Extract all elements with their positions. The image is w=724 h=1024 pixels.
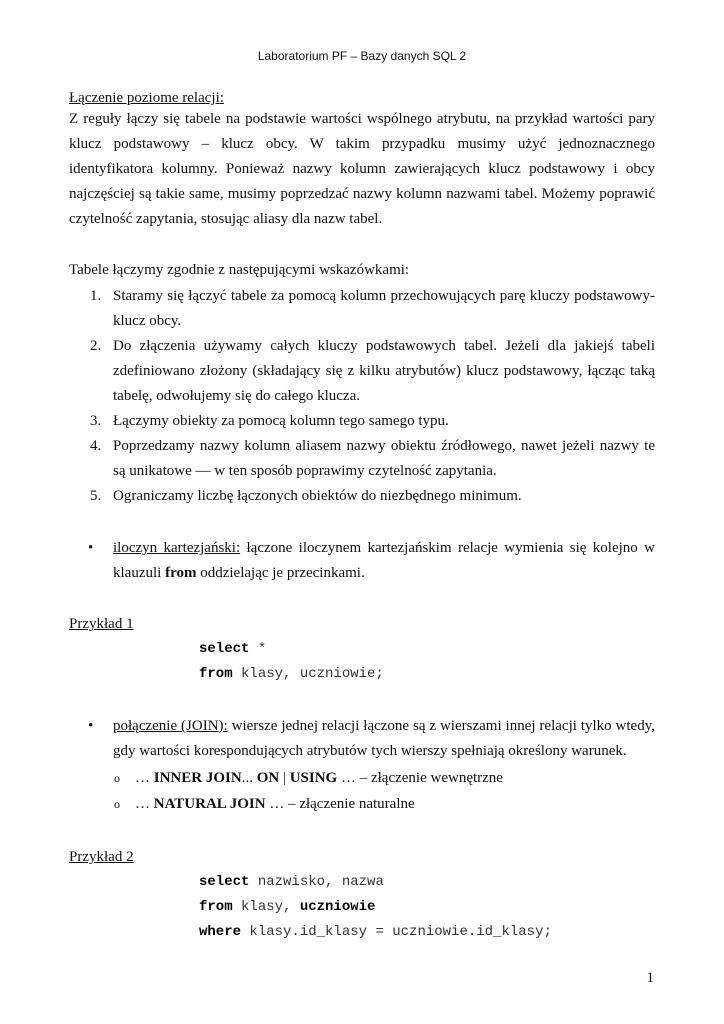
sql-text: klasy, uczniowie;	[232, 666, 384, 682]
example2-title: Przykład 2	[69, 849, 134, 865]
sql-keyword: where	[199, 924, 242, 940]
subitem-keyword: USING	[289, 770, 338, 786]
sql-keyword: select	[199, 641, 250, 657]
subitem-text: … – złączenie naturalne	[265, 796, 415, 812]
page-header: Laboratorium PF – Bazy danych SQL 2	[257, 49, 467, 63]
join-subitem	[135, 792, 415, 817]
example1-code-line	[199, 637, 266, 662]
subitem-keyword: INNER JOIN	[153, 770, 242, 786]
sql-text: klasy,	[232, 899, 300, 915]
list-item: Poprzedzamy nazwy kolumn aliasem nazwy obiektu źródłowego, nawet jeżeli nazwy te są unikatowe — w ten sposób poprawimy czytelność zapytania.	[113, 438, 655, 479]
bullet-text: łączone iloczynem kartezjańskim relacje wymienia się kolejno w klauzuli	[113, 540, 655, 581]
bullet-icon: •	[88, 718, 94, 734]
bullet-icon: •	[88, 540, 94, 556]
subitem-text: ...	[241, 770, 257, 786]
example2-code-line	[199, 920, 552, 945]
list-number: 3.	[90, 413, 102, 429]
sql-keyword: from	[199, 666, 233, 682]
list-number: 4.	[90, 438, 102, 454]
list-item: Do złączenia używamy całych kluczy podstawowych tabel. Jeżeli dla jakiejś tabeli zdefiniowano złożony (składający się z kilku atrybutów) klucz podstawowy, łącząc taką tabelę, odwołujemy się do całego klucza.	[113, 338, 655, 404]
circle-bullet-icon: o	[114, 797, 120, 811]
subitem-keyword: ON	[256, 770, 280, 786]
intro-paragraph: Z reguły łączy się tabele na podstawie wartości wspólnego atrybutu, na przykład wartości pary klucz podstawowy – klucz obcy. W takim przypadku musimy użyć jednoznacznego identyfikatora kolumny. Ponieważ nazwy kolumn zawierających klucz podstawowy i obcy najczęściej są takie same, musimy poprzedzać nazwy kolumn nazwami tabel. Możemy poprawić czytelność zapytania, stosując aliasy dla nazw tabel.	[69, 111, 655, 227]
bullet-cartesian-product	[113, 536, 655, 586]
sql-text: klasy.id_klasy = uczniowie.id_klasy;	[241, 924, 552, 940]
bullet-text: oddzielając je przecinkami.	[196, 565, 365, 581]
subitem-text: …	[135, 770, 154, 786]
subitem-keyword: NATURAL JOIN	[153, 796, 266, 812]
example2-code-line	[199, 895, 375, 920]
bullet-term: połączenie (JOIN):	[113, 718, 228, 734]
example1-title: Przykład 1	[69, 616, 134, 632]
list-item: Ograniczamy liczbę łączonych obiektów do niezbędnego minimum.	[113, 488, 522, 504]
sql-text: *	[249, 641, 267, 657]
sql-keyword: select	[199, 874, 250, 890]
subitem-text: |	[279, 770, 290, 786]
example1-code-line	[199, 662, 384, 687]
example2-code-line	[199, 870, 384, 895]
sql-keyword: uczniowie	[299, 899, 376, 915]
list-item: Łączymy obiekty za pomocą kolumn tego samego typu.	[113, 413, 449, 429]
subitem-text: … – złączenie wewnętrzne	[337, 770, 503, 786]
list-item: Staramy się łączyć tabele za pomocą kolumn przechowujących parę kluczy podstawowy-klucz obcy.	[113, 288, 655, 329]
page-number: 1	[646, 970, 654, 986]
sql-keyword: from	[199, 899, 233, 915]
guidelines-title: Tabele łączymy zgodnie z następującymi wskazówkami:	[69, 262, 410, 278]
bullet-keyword: from	[165, 565, 197, 581]
bullet-join	[113, 714, 655, 764]
list-number: 2.	[90, 338, 102, 354]
list-number: 1.	[90, 288, 102, 304]
bullet-term: iloczyn kartezjański:	[113, 540, 241, 556]
sql-text: nazwisko, nazwa	[249, 874, 384, 890]
subitem-text: …	[135, 796, 154, 812]
circle-bullet-icon: o	[114, 771, 120, 785]
bullet-text: wiersze jednej relacji łączone są z wierszami innej relacji tylko wtedy, gdy wartości korespondujących atrybutów tych wierszy spełniają określony warunek.	[113, 718, 655, 759]
section-title: Łączenie poziome relacji:	[69, 90, 224, 106]
join-subitem	[135, 766, 503, 791]
list-number: 5.	[90, 488, 102, 504]
